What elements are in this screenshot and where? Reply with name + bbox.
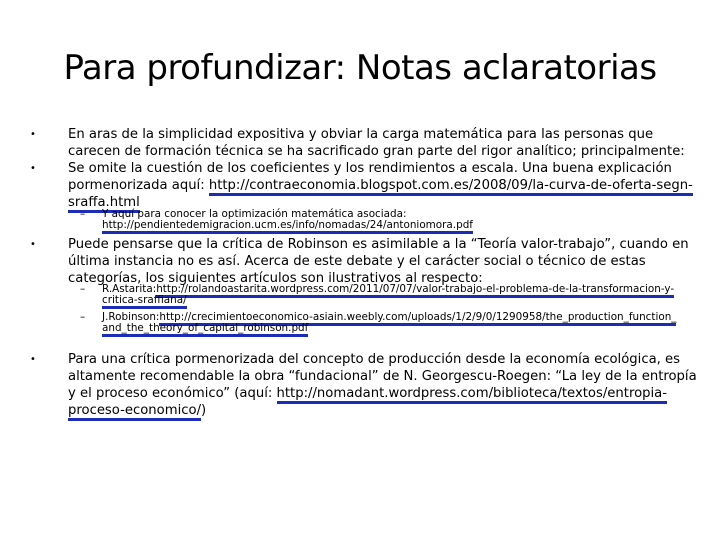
subbullet-astarita bbox=[102, 284, 677, 306]
dash-marker: – bbox=[80, 208, 86, 220]
bullet-georgescu bbox=[68, 351, 708, 419]
subbullet-optimization-text: Y aquí para conocer la optimización matemática asociada: bbox=[102, 208, 407, 220]
link-antoniomora[interactable]: http://pendientedemigracion.ucm.es/info/nomadas/24/antoniomora.pdf bbox=[102, 219, 473, 234]
slide-title: Para profundizar: Notas aclaratorias bbox=[63, 48, 657, 88]
bullet-marker: • bbox=[30, 239, 36, 250]
bullet-georgescu-text: Para una crítica pormenorizada del concepto de producción desde la economía ecológica, es altamente recomendable la obra “fundacional” de N. Georgescu-Roegen: “La ley de la entropía y el proceso económico” (aquí: bbox=[68, 352, 697, 401]
bullet-marker: • bbox=[30, 163, 36, 174]
bullet-robinson: Puede pensarse que la crítica de Robinson es asimilable a la “Teoría valor-trabajo”, cuando en última instancia no es así. Acerca de este debate y el carácter social o técnico de estas categorías, los siguientes artículos son ilustrativos al respecto: bbox=[68, 237, 689, 286]
bullet-coefficients-text: Se omite la cuestión de los coeficientes y los rendimientos a escala. Una buena explicación pormenorizada aquí: bbox=[68, 161, 672, 193]
bullet-georgescu-tail: ) bbox=[201, 403, 207, 418]
link-astarita[interactable]: http://rolandoastarita.wordpress.com/2011/07/07/valor-trabajo-el-problema-de-la-transformacion-y-critica-sraffiana/ bbox=[102, 283, 674, 309]
bullet-simplicity: En aras de la simplicidad expositiva y obviar la carga matemática para las personas que carecen de formación técnica se ha sacrificado gran parte del rigor analítico; principalmente: bbox=[68, 127, 685, 159]
dash-marker: – bbox=[80, 283, 86, 295]
subbullet-robinson-text: J.Robinson: bbox=[102, 311, 160, 323]
link-nomadant[interactable]: http://nomadant.wordpress.com/biblioteca/textos/entropia-proceso-economico/ bbox=[68, 386, 667, 421]
link-contraeconomia[interactable]: http://contraeconomia.blogspot.com.es/2008/09/la-curva-de-oferta-segn-sraffa.html bbox=[68, 178, 693, 213]
subbullet-optimization bbox=[102, 209, 677, 231]
bullet-marker: • bbox=[30, 129, 36, 140]
subbullet-astarita-text: R.Astarita: bbox=[102, 283, 157, 295]
dash-marker: – bbox=[80, 311, 86, 323]
bullet-coefficients bbox=[68, 160, 708, 211]
link-crecimiento[interactable]: http://crecimientoeconomico-asiain.weebly.com/uploads/1/2/9/0/1290958/the_production_function_and_the_theory_of_capital_robinson.pdf bbox=[102, 311, 676, 337]
subbullet-robinson bbox=[102, 312, 677, 334]
bullet-marker: • bbox=[30, 354, 36, 365]
